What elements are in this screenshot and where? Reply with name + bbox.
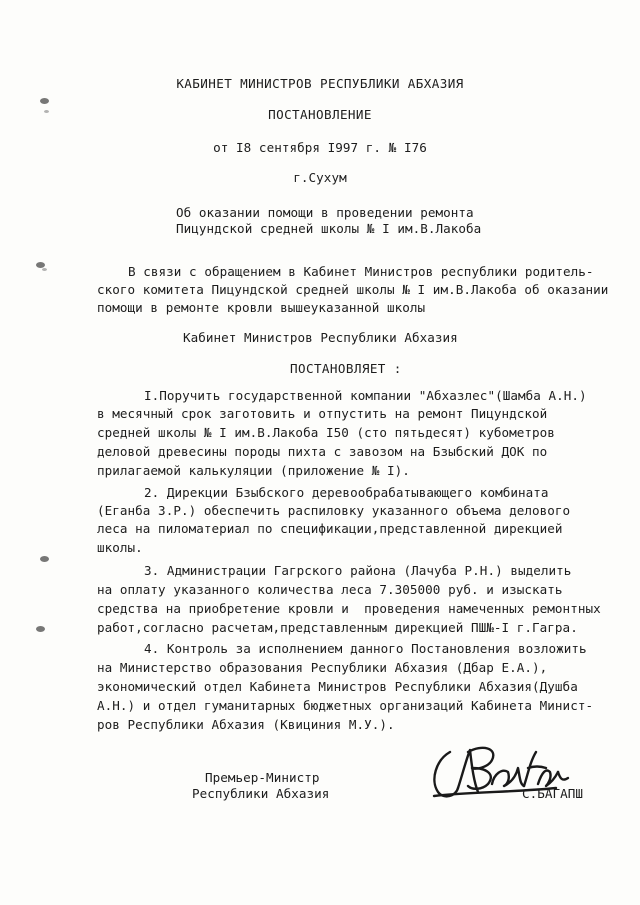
item-4-line: А.Н.) и отдел гуманитарных бюджетных организаций Кабинета Минист- (97, 698, 594, 713)
punch-hole (36, 626, 45, 632)
item-1-line: в месячный срок заготовить и отпустить на ремонт Пицундской (97, 406, 548, 421)
subject-line-2: Пицундской средней школы № I им.В.Лакоба (176, 221, 482, 236)
item-4-line: на Министерство образования Республики Абхазия (Дбар Е.А.), (97, 660, 548, 675)
item-1-line: деловой древесины породы пихта с завозом на Бзыбский ДОК по (97, 444, 548, 459)
authority: Кабинет Министров Республики Абхазия (183, 330, 458, 345)
punch-hole (40, 98, 49, 104)
punch-hole (40, 556, 49, 562)
preamble-line-1: В связи с обращением в Кабинет Министров республики родитель- (128, 264, 594, 279)
item-3-line: средства на приобретение кровли и проведения намеченных ремонтных (97, 601, 601, 616)
preamble-line-3: помощи в ремонте кровли вышеуказанной школы (97, 300, 426, 315)
item-2-line: школы. (97, 540, 143, 555)
item-1-line: прилагаемой калькуляции (приложение № I). (97, 463, 410, 478)
item-2-line: леса на пиломатериал по спецификации,представленной дирекцией (97, 521, 563, 536)
item-4-line: ров Республики Абхазия (Квициния М.У.). (97, 717, 395, 732)
scan-smudge (42, 268, 47, 271)
signatory-title-line-2: Республики Абхазия (192, 786, 330, 801)
item-3-line: на оплату указанного количества леса 7.305000 руб. и изыскать (97, 582, 563, 597)
document-type: ПОСТАНОВЛЕНИЕ (268, 107, 372, 122)
signatory-title-line-1: Премьер-Министр (205, 770, 320, 785)
item-4-line: экономический отдел Кабинета Министров Республики Абхазия(Душба (97, 679, 578, 694)
item-2-line: (Еганба З.Р.) обеспечить распиловку указанного объема делового (97, 503, 571, 518)
item-1-line: I.Поручить государственной компании "Абхазлес"(Шамба А.Н.) (144, 388, 587, 403)
subject-line-1: Об оказании помощи в проведении ремонта (176, 205, 474, 220)
city: г.Сухум (293, 170, 347, 185)
item-3-line: работ,согласно расчетам,представленным дирекцией ПШ№-I г.Гагра. (97, 620, 578, 635)
item-3-line: 3. Администрации Гагрского района (Лачуба Р.Н.) выделить (144, 563, 572, 578)
item-2-line: 2. Дирекции Бзыбского деревообрабатывающего комбината (144, 485, 549, 500)
resolves-heading: ПОСТАНОВЛЯЕТ : (290, 361, 402, 376)
signatory-name: С.БАГАПШ (522, 786, 584, 801)
preamble-line-2: ского комитета Пицундской средней школы № I им.В.Лакоба об оказании (97, 282, 609, 297)
item-1-line: средней школы № I им.В.Лакоба I50 (сто пятьдесят) кубометров (97, 425, 555, 440)
date-and-number: от I8 сентября I997 г. № I76 (213, 140, 427, 155)
cabinet-heading: КАБИНЕТ МИНИСТРОВ РЕСПУБЛИКИ АБХАЗИЯ (176, 76, 464, 91)
item-4-line: 4. Контроль за исполнением данного Постановления возложить (144, 641, 587, 656)
